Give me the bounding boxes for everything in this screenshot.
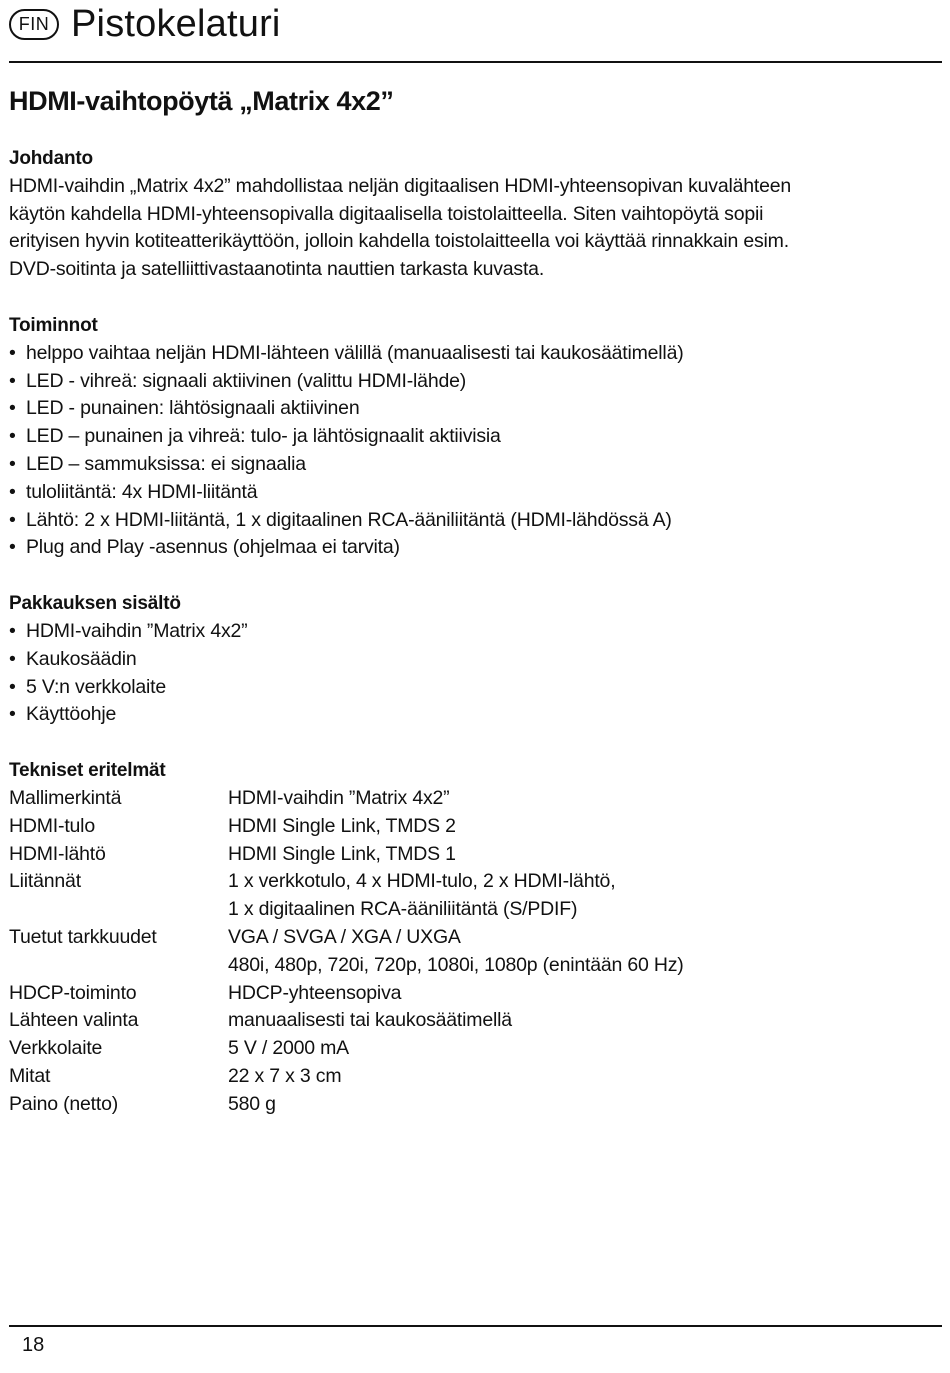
package-section [9,590,934,729]
features-heading: Toiminnot [9,314,98,336]
document-body [9,145,934,1147]
list-item [9,646,934,674]
intro-line: HDMI-vaihdin „Matrix 4x2” mahdollistaa neljän digitaalisen HDMI-yhteensopivan kuvalähteen [9,174,792,197]
spec-label: Mallimerkintä [9,786,122,809]
list-item-text: LED – punainen ja vihreä: tulo- ja lähtösignaalit aktiivisia [26,425,501,448]
list-item [9,507,934,535]
list-item [9,618,934,646]
intro-paragraph [9,173,934,284]
list-item-text: 5 V:n verkkolaite [26,675,167,698]
features-list [9,340,934,562]
spec-value [228,980,934,1008]
list-item-text: Käyttöohje [26,703,117,726]
language-badge: FIN [9,9,59,40]
bullet-icon: • [9,397,16,420]
list-item [9,674,934,702]
specs-section [9,757,934,1118]
spec-label: HDMI-tulo [9,814,95,837]
header-title: Pistokelaturi [71,2,281,45]
footer-divider [9,1325,942,1327]
spec-value-line: 580 g [228,1092,276,1115]
spec-label: Verkkolaite [9,1037,103,1060]
intro-heading: Johdanto [9,148,93,169]
features-section [9,312,934,562]
spec-value-line: HDMI Single Link, TMDS 1 [228,842,456,865]
spec-label: Liitännät [9,870,81,893]
list-item-text: LED - punainen: lähtösignaali aktiivinen [26,397,360,420]
table-row [9,924,934,980]
specs-table [9,785,934,1119]
intro-line: DVD-soitinta ja satelliittivastaanotinta nauttien tarkasta kuvasta. [9,258,545,281]
table-row [9,785,934,813]
bullet-icon: • [9,619,16,642]
list-item [9,423,934,451]
bullet-icon: • [9,508,16,531]
spec-label: Paino (netto) [9,1092,119,1115]
spec-label: Mitat [9,1064,51,1087]
bullet-icon: • [9,452,16,475]
table-row [9,841,934,869]
list-item-text: LED - vihreä: signaali aktiivinen (valittu HDMI-lähde) [26,369,467,392]
spec-value [228,785,934,813]
spec-value [228,1035,934,1063]
bullet-icon: • [9,536,16,559]
table-row [9,1091,934,1119]
intro-section [9,145,934,284]
spec-label: HDMI-lähtö [9,842,106,865]
list-item [9,479,934,507]
spec-value [228,813,934,841]
page-header [9,4,281,44]
spec-label: HDCP-toiminto [9,981,137,1004]
table-row [9,1063,934,1091]
bullet-icon: • [9,675,16,698]
spec-value [228,1091,934,1119]
spec-value-line: 1 x digitaalinen RCA-ääniliitäntä (S/PDIF) [228,898,578,921]
bullet-icon: • [9,369,16,392]
list-item-text: Kaukosäädin [26,647,137,670]
spec-value [228,868,934,924]
list-item-text: LED – sammuksissa: ei signaalia [26,452,306,475]
table-row [9,980,934,1008]
intro-line: käytön kahdella HDMI-yhteensopivalla digitaalisella toistolaitteella. Siten vaihtopöytä sopii [9,202,764,225]
document-title: HDMI-vaihtopöytä „Matrix 4x2” [9,86,394,116]
spec-value-line: HDMI Single Link, TMDS 2 [228,814,456,837]
bullet-icon: • [9,341,16,364]
list-item-text: HDMI-vaihdin ”Matrix 4x2” [26,619,248,642]
page-number: 18 [22,1334,45,1356]
bullet-icon: • [9,703,16,726]
spec-value-line: 5 V / 2000 mA [228,1037,349,1060]
package-list [9,618,934,729]
list-item [9,395,934,423]
spec-value [228,924,934,980]
list-item [9,340,934,368]
spec-value-line: VGA / SVGA / XGA / UXGA [228,925,461,948]
list-item [9,368,934,396]
table-row [9,1035,934,1063]
spec-value-line: 480i, 480p, 720i, 720p, 1080i, 1080p (enintään 60 Hz) [228,953,684,976]
spec-value-line: HDMI-vaihdin ”Matrix 4x2” [228,786,450,809]
spec-value [228,841,934,869]
bullet-icon: • [9,647,16,670]
list-item [9,451,934,479]
spec-value [228,1063,934,1091]
table-row [9,1007,934,1035]
spec-label: Lähteen valinta [9,1009,139,1032]
package-heading: Pakkauksen sisältö [9,593,181,615]
spec-label: Tuetut tarkkuudet [9,925,157,948]
spec-value-line: 22 x 7 x 3 cm [228,1064,342,1087]
table-row [9,868,934,924]
specs-heading: Tekniset eritelmät [9,760,166,782]
spec-value-line: HDCP-yhteensopiva [228,981,402,1004]
list-item-text: helppo vaihtaa neljän HDMI-lähteen välillä (manuaalisesti tai kaukosäätimellä) [26,341,684,364]
list-item-text: tuloliitäntä: 4x HDMI-liitäntä [26,480,258,503]
spec-value [228,1007,934,1035]
list-item [9,534,934,562]
list-item [9,701,934,729]
spec-value-line: 1 x verkkotulo, 4 x HDMI-tulo, 2 x HDMI-lähtö, [228,870,616,893]
header-divider [9,61,942,63]
table-row [9,813,934,841]
spec-value-line: manuaalisesti tai kaukosäätimellä [228,1009,512,1032]
bullet-icon: • [9,480,16,503]
list-item-text: Plug and Play -asennus (ohjelmaa ei tarvita) [26,536,400,559]
bullet-icon: • [9,425,16,448]
intro-line: erityisen hyvin kotiteatterikäyttöön, jolloin kahdella toistolaitteella voi käyttää rinnakkain esim. [9,230,789,253]
list-item-text: Lähtö: 2 x HDMI-liitäntä, 1 x digitaalinen RCA-ääniliitäntä (HDMI-lähdössä A) [26,508,672,531]
